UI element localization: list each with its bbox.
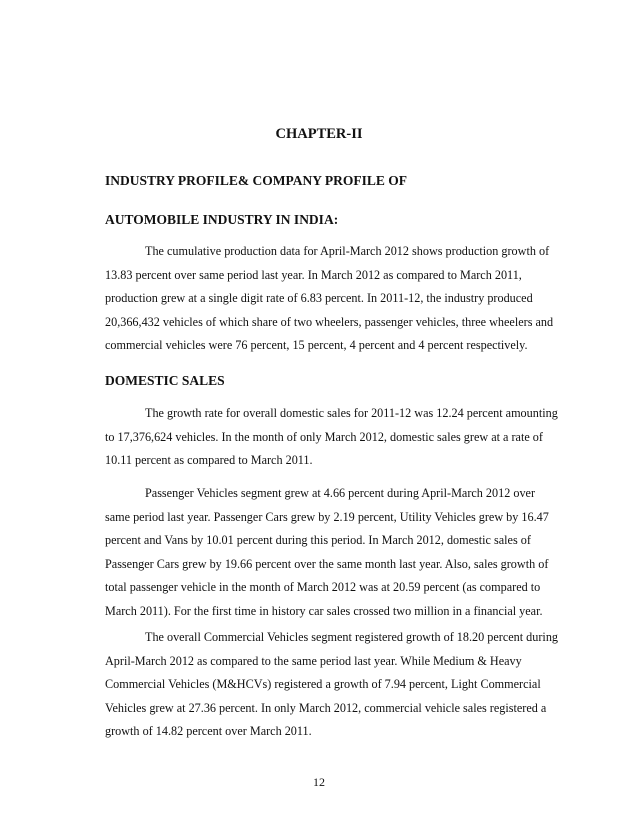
paragraph-line: Passenger Cars grew by 19.66 percent over the same month last year. Also, sales growth of xyxy=(105,556,549,571)
paragraph-line: 20,366,432 vehicles of which share of two wheelers, passenger vehicles, three wheelers and xyxy=(105,314,554,329)
paragraph-line: production grew at a single digit rate of 6.83 percent. In 2011-12, the industry produced xyxy=(105,291,533,305)
domestic-sales-heading: DOMESTIC SALES xyxy=(105,373,225,388)
paragraph-line: Commercial Vehicles (M&HCVs) registered a growth of 7.94 percent, Light Commercial xyxy=(105,677,541,691)
paragraph-line: 10.11 percent as compared to March 2011. xyxy=(105,453,313,467)
paragraph-line: percent and Vans by 10.01 percent during this period. In March 2012, domestic sales of xyxy=(105,533,531,547)
paragraph-line: total passenger vehicle in the month of March 2012 was at 20.59 percent (as compared to xyxy=(105,580,541,594)
paragraph-domestic-sales xyxy=(105,402,573,473)
paragraph-line: commercial vehicles were 76 percent, 15 percent, 4 percent and 4 percent respectively. xyxy=(105,338,528,352)
paragraph-line: growth of 14.82 percent over March 2011. xyxy=(105,724,312,738)
paragraph-commercial-vehicles xyxy=(105,626,573,744)
paragraph-line: 13.83 percent over same period last year. In March 2012 as compared to March 2011, xyxy=(105,267,522,282)
paragraph-line: same period last year. Passenger Cars grew by 2.19 percent, Utility Vehicles grew by 16.47 xyxy=(105,509,549,524)
section-heading-line-1: INDUSTRY PROFILE& COMPANY PROFILE OF xyxy=(105,173,408,188)
paragraph-line: April-March 2012 as compared to the same period last year. While Medium & Heavy xyxy=(105,653,522,668)
paragraph-line: March 2011). For the first time in history car sales crossed two million in a financial year. xyxy=(105,603,543,618)
paragraph-line: The growth rate for overall domestic sales for 2011-12 was 12.24 percent amounting xyxy=(145,406,558,420)
paragraph-line: The cumulative production data for April-March 2012 shows production growth of xyxy=(145,244,550,258)
page-number: 12 xyxy=(313,775,325,789)
paragraph-line: Passenger Vehicles segment grew at 4.66 percent during April-March 2012 over xyxy=(145,486,536,500)
paragraph-passenger-vehicles xyxy=(105,482,573,623)
paragraph-line: The overall Commercial Vehicles segment registered growth of 18.20 percent during xyxy=(145,630,559,644)
paragraph-production xyxy=(105,240,573,358)
paragraph-line: to 17,376,624 vehicles. In the month of only March 2012, domestic sales grew at a rate of xyxy=(105,429,543,444)
chapter-title: CHAPTER-II xyxy=(275,126,363,142)
section-heading-line-2: AUTOMOBILE INDUSTRY IN INDIA: xyxy=(105,212,339,227)
paragraph-line: Vehicles grew at 27.36 percent. In only March 2012, commercial vehicle sales registered a xyxy=(105,700,547,715)
